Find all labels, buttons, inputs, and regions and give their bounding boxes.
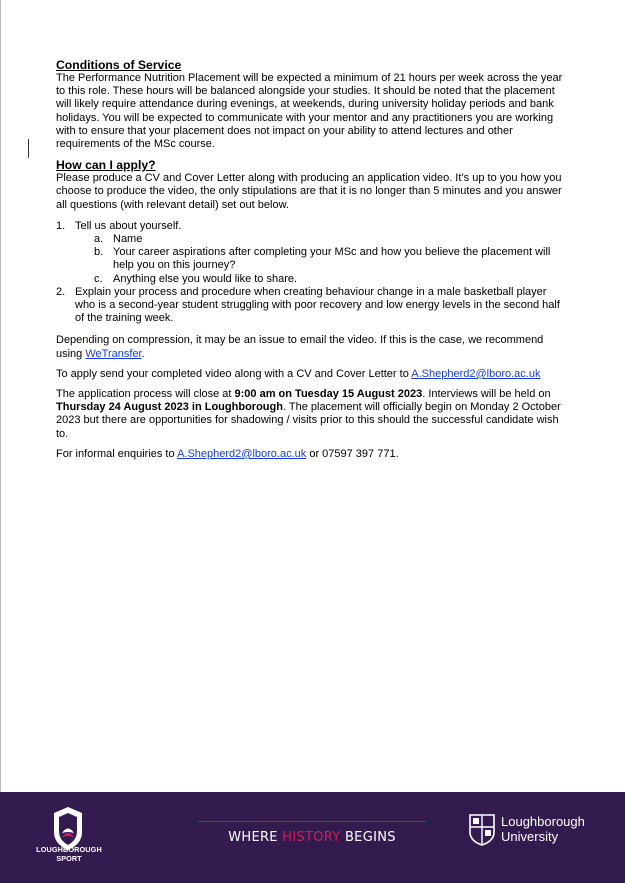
enquiry-paragraph <box>56 448 568 461</box>
enquiry-phone: or 07597 397 771. <box>306 447 399 460</box>
list-number: 1. <box>56 219 66 232</box>
list-item-text: Explain your process and procedure when creating behaviour change in a male basketball player who is a second-year student struggling with poor recovery and low energy levels in the second half of the training week. <box>75 285 560 325</box>
sub-list-letter: c. <box>94 272 103 285</box>
loughborough-university-crest-icon <box>469 814 495 846</box>
conditions-heading: Conditions of Service <box>56 58 182 72</box>
list-item <box>56 220 568 286</box>
apply-intro: Please produce a CV and Cover Letter along with producing an application video. It’s up to you how you choose to produce the video, the only stipulations are that it is no longer than 5 minutes and you answer all questions (with relevant detail) set out below. <box>56 172 562 211</box>
list-item <box>56 286 568 326</box>
compression-end: . <box>141 347 145 360</box>
tagline-rule <box>198 821 426 822</box>
list-item-text: Tell us about yourself. <box>75 219 182 232</box>
close-text-3: . The placement will officially begin on Monday 2 October 2023 but there are opportunities for shadowing / visits prior to this should the successful candidate wish to. <box>56 401 561 440</box>
list-number: 2. <box>56 285 66 298</box>
sport-logo-line1: LOUGHBOROUGH <box>36 845 102 854</box>
tagline-part1: WHERE <box>228 830 283 845</box>
compression-paragraph <box>56 334 568 360</box>
apply-heading: How can I apply? <box>56 158 156 173</box>
closing-paragraph <box>56 388 568 441</box>
sub-list-letter: a. <box>94 233 104 246</box>
page-edge <box>0 0 1 883</box>
tagline <box>198 830 426 845</box>
sub-list-letter: b. <box>94 246 104 259</box>
questions-list <box>56 220 568 326</box>
close-text-1: The application process will close at <box>56 388 235 401</box>
close-date: 9:00 am on Tuesday 15 August 2023 <box>234 388 423 401</box>
sub-list-text: Name <box>113 233 143 246</box>
tagline-history: HISTORY <box>282 830 341 845</box>
tagline-part3: BEGINS <box>340 830 396 845</box>
sub-list-item <box>75 273 568 286</box>
document-content <box>56 58 568 461</box>
sub-list-item <box>75 246 568 272</box>
sport-logo-line2: SPORT <box>56 854 82 863</box>
sub-list <box>75 233 568 286</box>
enquiry-text: For informal enquiries to <box>56 447 178 460</box>
university-name-line1: Loughborough <box>501 814 585 829</box>
sub-list-item <box>75 233 568 246</box>
university-name-line2: University <box>501 829 559 844</box>
footer-banner <box>0 792 625 883</box>
enquiry-email-link[interactable]: A.Shepherd2@lboro.ac.uk <box>177 447 307 460</box>
close-text-2: . Interviews will be held on <box>422 388 551 401</box>
send-text: To apply send your completed video along with a CV and Cover Letter to <box>56 367 412 380</box>
wetransfer-link[interactable]: WeTransfer <box>85 347 142 360</box>
conditions-body: The Performance Nutrition Placement will be expected a minimum of 21 hours per week across the year to this role. These hours will be balanced alongside your studies. It should be noted that the placement will likely require attendance during evenings, at weekends, during university holiday periods and bank holidays. You will be expected to communicate with your mentor and any practitioners you are working with to ensure that your placement does not impact on your ability to attend lectures and other requirements of the MSc course. <box>56 72 563 151</box>
sub-list-text: Your career aspirations after completing your MSc and how you believe the placement will help you on this journey? <box>113 246 551 272</box>
send-paragraph <box>56 368 568 381</box>
email-link[interactable]: A.Shepherd2@lboro.ac.uk <box>411 367 541 380</box>
compression-text: Depending on compression, it may be an issue to email the video. If this is the case, we recommend using <box>56 334 544 360</box>
interview-date: Thursday 24 August 2023 in Loughborough <box>56 401 283 414</box>
text-cursor <box>28 139 29 158</box>
sub-list-text: Anything else you would like to share. <box>113 272 298 285</box>
